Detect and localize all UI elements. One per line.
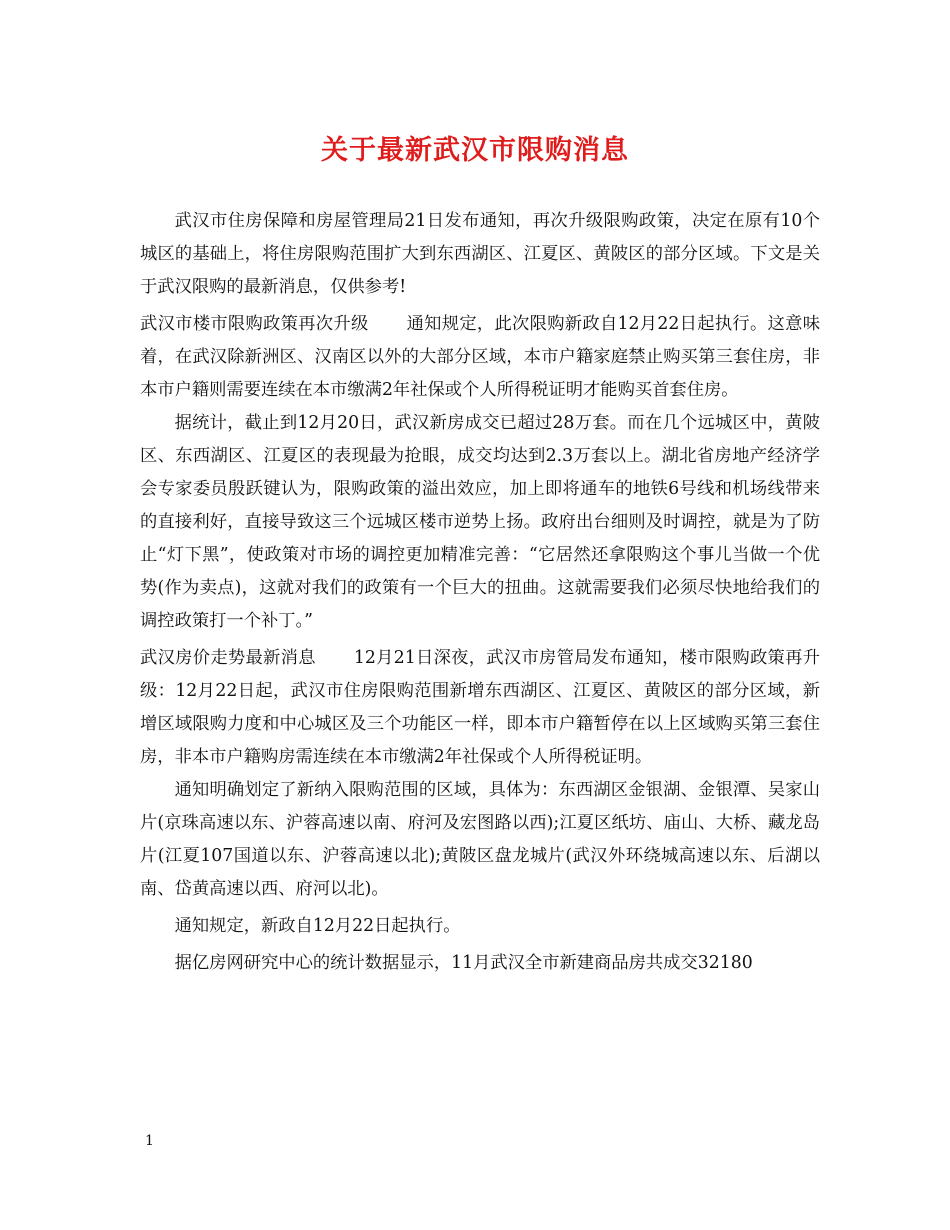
paragraph-text: 通知规定，此次限购新政自12月22日起执行。这意味着，在武汉除新洲区、汉南区以外的大部分区域，本市户籍家庭禁止购买第三套住房，非本市户籍则需要连续在本市缴满2年社保或个人所得税证明才能购买首套住房。 (140, 314, 820, 400)
document-title: 关于最新武汉市限购消息 (321, 135, 629, 166)
paragraph: 据统计，截止到12月20日，武汉新房成交已超过28万套。而在几个远城区中，黄陂区、东西湖区、江夏区的表现最为抢眼，成交均达到2.3万套以上。湖北省房地产经济学会专家委员殷跃键认为，限购政策的溢出效应，加上即将通车的地铁6号线和机场线带来的直接利好，直接导致这三个远城区楼市逆势上扬。政府出台细则及时调控，就是为了防止“灯下黑”，使政策对市场的调控更加精准完善：“它居然还拿限购这个事儿当做一个优势(作为卖点)，这就对我们的政策有一个巨大的扭曲。这就需要我们必须尽快地给我们的调控政策打一个补丁。” (140, 413, 820, 631)
paragraph: 据亿房网研究中心的统计数据显示，11月武汉全市新建商品房共成交32180 (174, 953, 753, 973)
paragraph: 通知明确划定了新纳入限购范围的区域，具体为：东西湖区金银湖、金银潭、吴家山片(京珠高速以东、沪蓉高速以南、府河及宏图路以西);江夏区纸坊、庙山、大桥、藏龙岛片(江夏107国道以东、沪蓉高速以北);黄陂区盘龙城片(武汉外环绕城高速以东、后湖以南、岱黄高速以西、府河以北)。 (140, 780, 820, 899)
paragraph-text: 12月21日深夜，武汉市房管局发布通知，楼市限购政策再升级：12月22日起，武汉市住房限购范围新增东西湖区、江夏区、黄陂区的部分区域，新增区域限购力度和中心城区及三个功能区一样，即本市户籍暂停在以上区域购买第三套住房，非本市户籍购房需连续在本市缴满2年社保或个人所得税证明。 (140, 648, 820, 767)
page-number: 1 (145, 1133, 154, 1149)
section-heading: 武汉市楼市限购政策再次升级 (140, 314, 369, 334)
paragraph: 通知规定，新政自12月22日起执行。 (174, 916, 461, 936)
paragraph (140, 642, 820, 774)
paragraph (140, 308, 820, 407)
section-heading: 武汉房价走势最新消息 (140, 648, 316, 668)
paragraph: 武汉市住房保障和房屋管理局21日发布通知，再次升级限购政策，决定在原有10个城区的基础上，将住房限购范围扩大到东西湖区、江夏区、黄陂区的部分区域。下文是关于武汉限购的最新消息，仅供参考! (140, 211, 820, 297)
document-body (140, 205, 820, 984)
